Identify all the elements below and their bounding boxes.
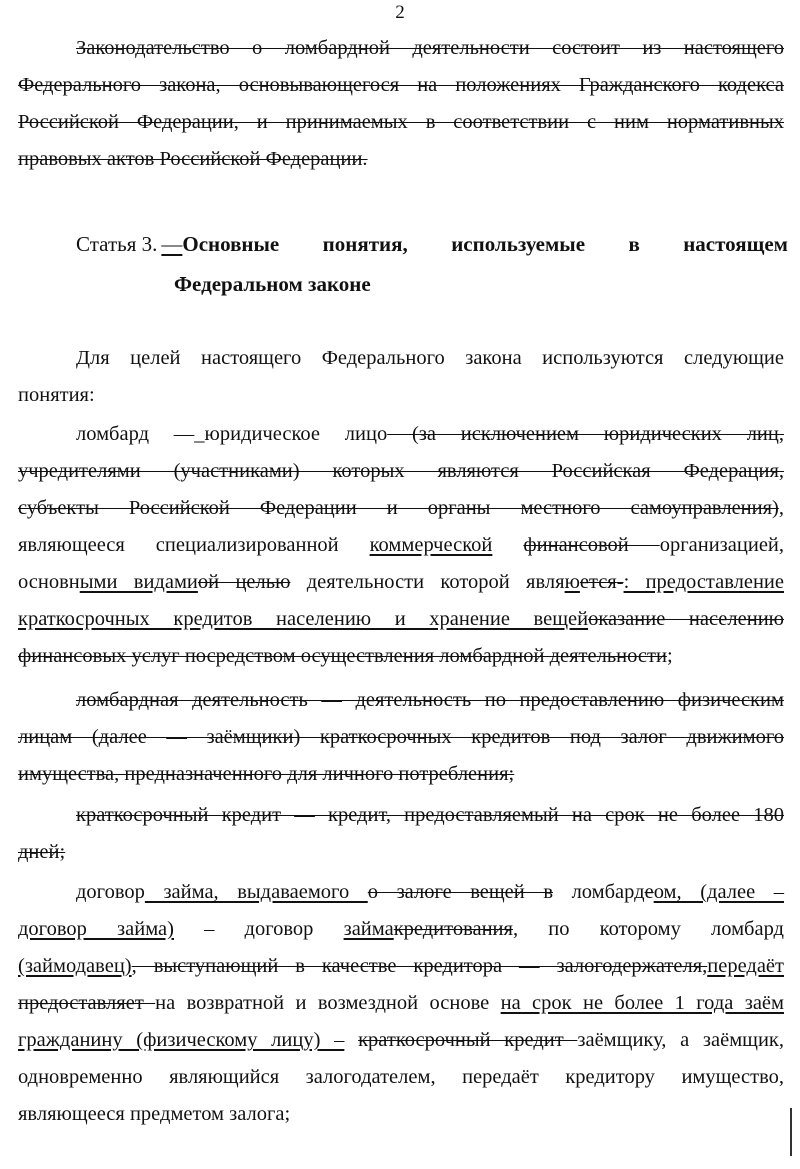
article-heading-line <box>76 224 788 264</box>
inserted-text: (займодавец) <box>18 955 132 977</box>
text-run: на возвратной и возмездной основе <box>155 992 501 1014</box>
inserted-text: на срок не более 1 года заём <box>500 992 784 1014</box>
article-dash: — <box>161 232 183 256</box>
text-line <box>18 985 784 1022</box>
article-title-word: настоящем <box>683 232 788 256</box>
inserted-text: договор займа) <box>18 918 174 940</box>
struck-text: кредитования <box>393 918 513 940</box>
struck-text-line: имущества, предназначенного для личного потребления; <box>18 763 515 785</box>
struck-text: финансовой <box>523 534 660 556</box>
inserted-text: займа, выдаваемого <box>144 881 368 903</box>
article-title-word: используемые <box>451 232 586 256</box>
inserted-text: ом, (далее – <box>653 881 784 903</box>
text-line <box>18 527 784 564</box>
text-run <box>344 1029 358 1051</box>
text-line: Для целей настоящего Федерального закона используются следующие <box>76 347 784 369</box>
text-line <box>18 874 784 911</box>
definition-loan-contract <box>18 874 784 1133</box>
definition-lombard-activity <box>18 682 784 793</box>
struck-text: ется <box>579 571 617 593</box>
inserted-text: краткосрочных кредитов населению и хранение вещей <box>18 608 589 630</box>
struck-text-line: дней; <box>18 841 66 863</box>
inserted-text: гражданину (физическому лицу) – <box>18 1029 345 1051</box>
article-title-word: понятия, <box>322 232 408 256</box>
text-run <box>492 534 523 556</box>
article-heading <box>76 224 788 304</box>
text-line <box>18 638 784 675</box>
struck-text-line: краткосрочный кредит — кредит, предоставляемый на срок не более 180 <box>76 804 784 826</box>
text-line <box>18 911 784 948</box>
struck-text: краткосрочный кредит <box>358 1029 578 1051</box>
struck-text: , выступающий в качестве кредитора — залогодержателя, <box>131 955 708 977</box>
text-line: Законодательство о ломбардной деятельности состоит из настоящего <box>76 37 784 59</box>
text-run: – договор <box>173 918 344 940</box>
text-line: являющееся предметом залога; <box>18 1103 291 1125</box>
text-run: , <box>778 497 784 519</box>
text-line: понятия: <box>18 384 95 406</box>
definition-lombard <box>18 416 784 675</box>
text-line <box>18 564 784 601</box>
inserted-text: займа <box>343 918 394 940</box>
text-line: правовых актов Российской Федерации. <box>18 148 368 170</box>
struck-text: е <box>644 881 654 903</box>
struck-text-line: лицам (далее — заёмщики) краткосрочных кредитов под залог движимого <box>18 726 784 748</box>
definition-short-term-credit <box>18 797 784 871</box>
article-title-word: Основные <box>182 232 280 256</box>
text-run: договор <box>76 881 145 903</box>
inserted-text: передаёт <box>707 955 784 977</box>
text-line: Федерального закона, основывающегося на положениях Гражданского кодекса <box>18 74 784 96</box>
page-number: 2 <box>395 2 405 23</box>
text-line <box>18 490 784 527</box>
struck-text: о залоге вещей в <box>367 881 553 903</box>
text-run: ломбард <box>553 881 645 903</box>
struck-text: предоставляет <box>18 992 156 1014</box>
intro-paragraph <box>18 340 784 414</box>
article-title-line2: Федеральном законе <box>174 272 371 296</box>
struck-text: ой целью <box>197 571 291 593</box>
struck-text: оказание населению <box>588 608 784 630</box>
scan-edge-mark <box>790 1108 792 1156</box>
inserted-text: : предоставление <box>623 571 785 593</box>
text-line <box>18 601 784 638</box>
article-number: Статья 3. <box>76 232 158 256</box>
struck-text: субъекты Российской Федерации и органы местного самоуправления) <box>18 497 779 519</box>
text-run: ломбард —_юридическое лицо <box>76 423 388 445</box>
text-line: одновременно являющийся залогодателем, передаёт кредитору имущество, <box>18 1066 784 1088</box>
article-title-word: в <box>628 232 640 256</box>
text-run: организацией, <box>659 534 785 556</box>
text-run: деятельности которой явля <box>290 571 565 593</box>
legislation-paragraph <box>18 30 784 178</box>
inserted-text: коммерческой <box>369 534 493 556</box>
text-run: являющееся специализированной <box>18 534 370 556</box>
struck-text: финансовых услуг посредством осуществления ломбардной деятельности <box>18 645 667 667</box>
text-run: заёмщику, а заёмщик, <box>577 1029 785 1051</box>
struck-text-line: учредителями (участниками) которых являются Российская Федерация, <box>18 460 784 482</box>
text-run: , по которому ломбард <box>512 918 784 940</box>
struck-text: (за исключением юридических лиц, <box>387 423 784 445</box>
text-line <box>18 948 784 985</box>
article-number-group <box>76 224 279 264</box>
text-line <box>18 416 784 453</box>
inserted-text: ыми видами <box>79 571 198 593</box>
text-run: ; <box>666 645 673 667</box>
inserted-text: ю <box>564 571 580 593</box>
text-run: основн <box>18 571 80 593</box>
struck-text-line: ломбардная деятельность — деятельность по предоставлению физическим <box>76 689 784 711</box>
struck-text: - <box>616 571 624 593</box>
text-line: Российской Федерации, и принимаемых в соответствии с ним нормативных <box>18 111 784 133</box>
text-line <box>18 1022 784 1059</box>
